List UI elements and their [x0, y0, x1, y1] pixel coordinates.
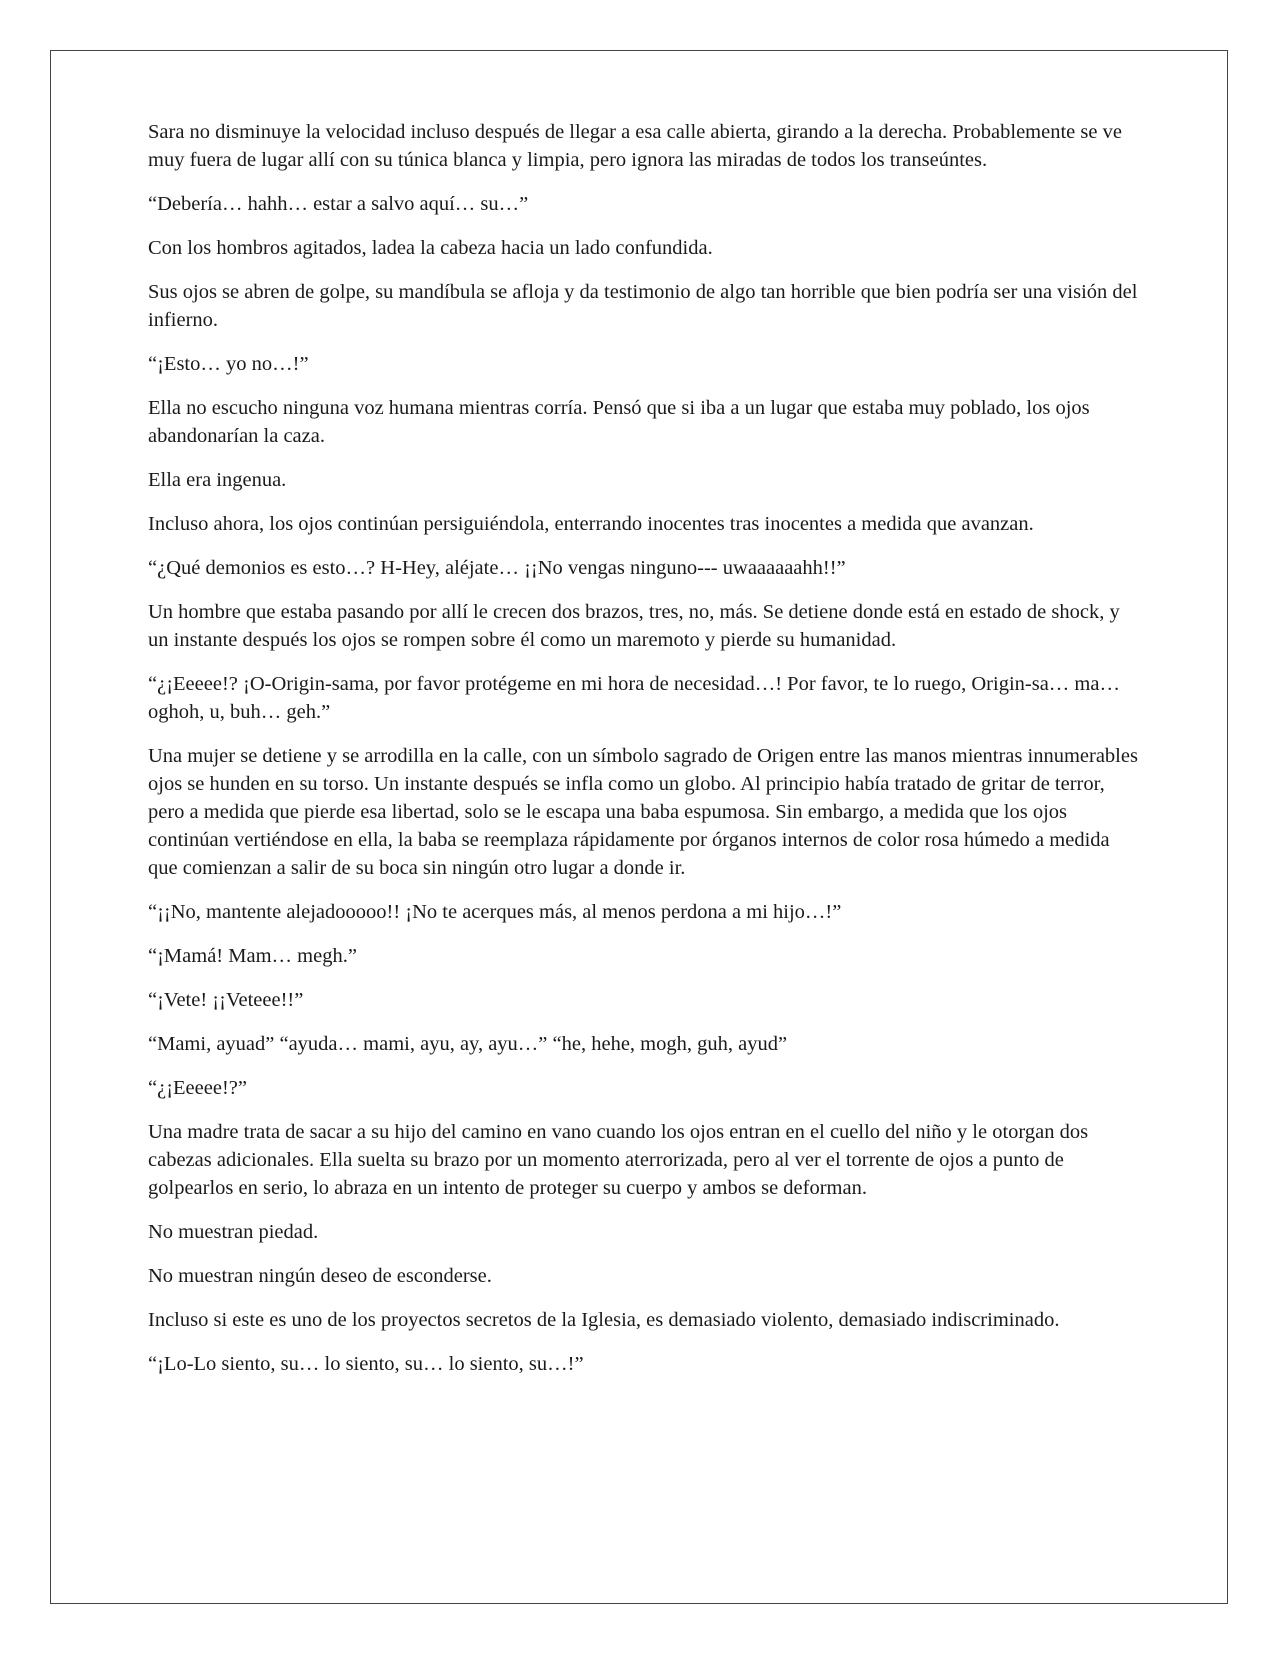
document-body [148, 118, 1138, 1394]
paragraph: “¿¡Eeeee!? ¡O-Origin-sama, por favor protégeme en mi hora de necesidad…! Por favor, te lo ruego, Origin-sa… ma… oghoh, u, buh… geh.” [148, 673, 1120, 723]
paragraph: “Debería… hahh… estar a salvo aquí… su…” [148, 193, 529, 215]
paragraph: No muestran ningún deseo de esconderse. [148, 1265, 492, 1287]
paragraph: Una madre trata de sacar a su hijo del camino en vano cuando los ojos entran en el cuello del niño y le otorgan dos cabezas adicionales. Ella suelta su brazo por un momento aterrorizada, pero al ver el torrente de ojos a punto de golpearlos en serio, lo abraza en un intento de proteger su cuerpo y ambos se deforman. [148, 1121, 1089, 1199]
paragraph: “¡¡No, mantente alejadooooo!! ¡No te acerques más, al menos perdona a mi hijo…!” [148, 901, 842, 923]
paragraph: “¡Esto… yo no…!” [148, 353, 309, 375]
paragraph: Ella era ingenua. [148, 469, 287, 491]
paragraph: Sara no disminuye la velocidad incluso después de llegar a esa calle abierta, girando a la derecha. Probablemente se ve muy fuera de lugar allí con su túnica blanca y limpia, pero ignora las miradas de todos los transeúntes. [148, 121, 1122, 171]
paragraph: Incluso ahora, los ojos continúan persiguiéndola, enterrando inocentes tras inocentes a medida que avanzan. [148, 513, 1034, 535]
paragraph: “¡Vete! ¡¡Veteee!!” [148, 989, 304, 1011]
paragraph: “¿¡Eeeee!?” [148, 1077, 247, 1099]
paragraph: Ella no escucho ninguna voz humana mientras corría. Pensó que si iba a un lugar que estaba muy poblado, los ojos abandonarían la caza. [148, 397, 1090, 447]
paragraph: Sus ojos se abren de golpe, su mandíbula se afloja y da testimonio de algo tan horrible que bien podría ser una visión del infierno. [148, 281, 1138, 331]
paragraph: No muestran piedad. [148, 1221, 319, 1243]
paragraph: Una mujer se detiene y se arrodilla en la calle, con un símbolo sagrado de Origen entre las manos mientras innumerables ojos se hunden en su torso. Un instante después se infla como un globo. Al principio había tratado de gritar de terror, pero a medida que pierde esa libertad, solo se le escapa una baba espumosa. Sin embargo, a medida que los ojos continúan vertiéndose en ella, la baba se reemplaza rápidamente por órganos internos de color rosa húmedo a medida que comienzan a salir de su boca sin ningún otro lugar a donde ir. [148, 745, 1138, 879]
paragraph: Un hombre que estaba pasando por allí le crecen dos brazos, tres, no, más. Se detiene donde está en estado de shock, y un instante después los ojos se rompen sobre él como un maremoto y pierde su humanidad. [148, 601, 1120, 651]
paragraph: “¿Qué demonios es esto…? H-Hey, aléjate… ¡¡No vengas ninguno--- uwaaaaaahh!!” [148, 557, 846, 579]
paragraph: “¡Lo-Lo siento, su… lo siento, su… lo siento, su…!” [148, 1353, 584, 1375]
paragraph: “Mami, ayuad” “ayuda… mami, ayu, ay, ayu…” “he, hehe, mogh, guh, ayud” [148, 1033, 788, 1055]
paragraph: Con los hombros agitados, ladea la cabeza hacia un lado confundida. [148, 237, 713, 259]
paragraph: Incluso si este es uno de los proyectos secretos de la Iglesia, es demasiado violento, demasiado indiscriminado. [148, 1309, 1060, 1331]
paragraph: “¡Mamá! Mam… megh.” [148, 945, 357, 967]
